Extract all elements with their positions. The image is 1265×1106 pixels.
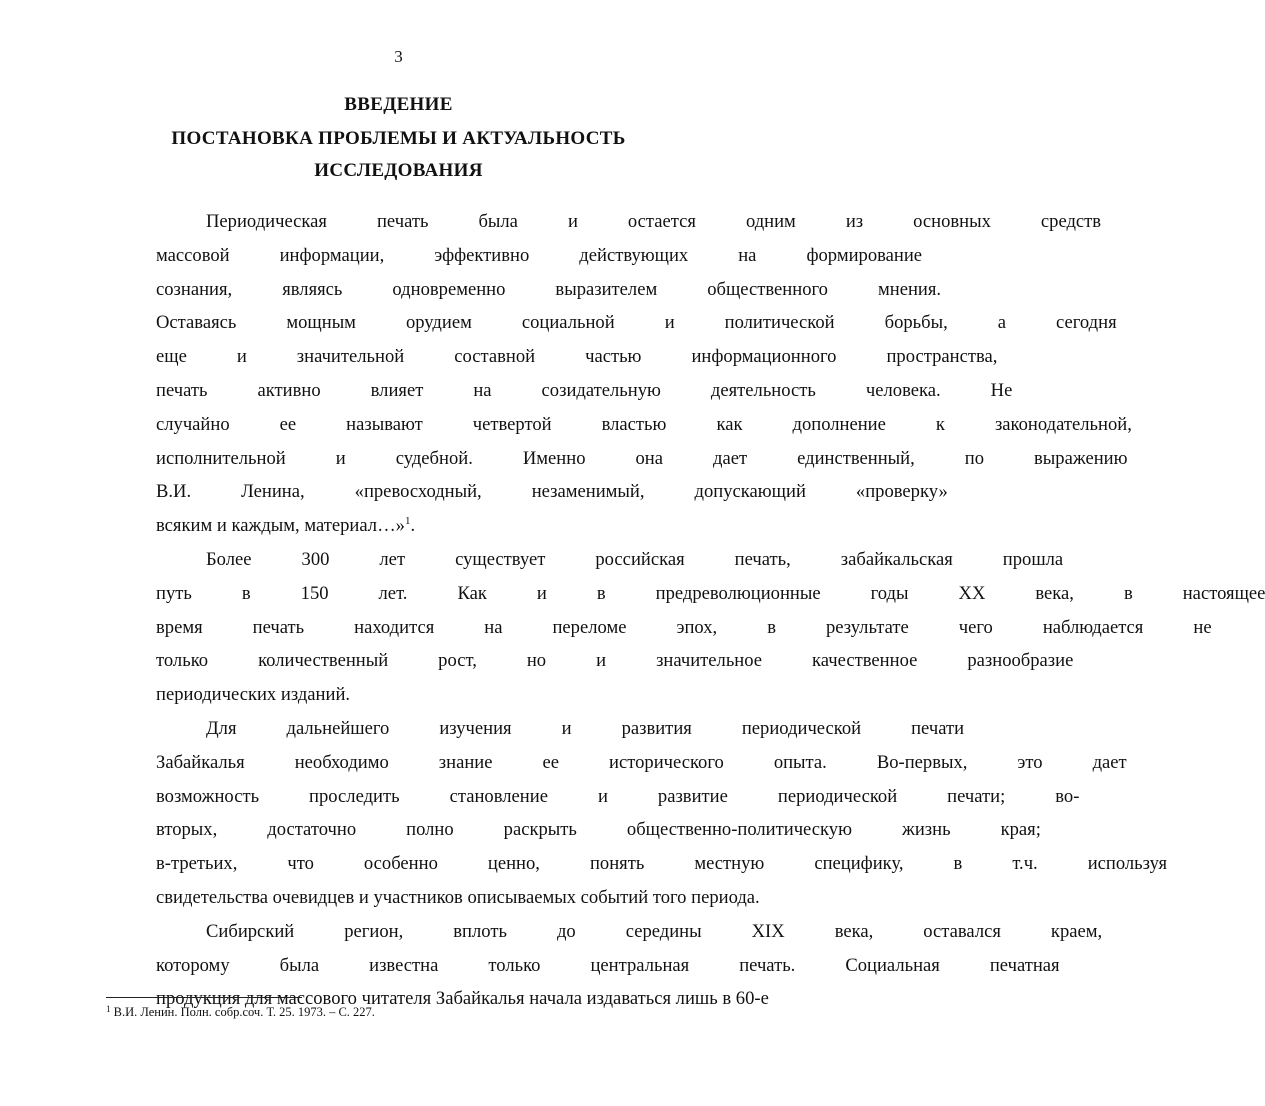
paragraph [106,712,1168,915]
text-line: В.И. Ленина, «превосходный, незаменимый, допускающий «проверку» [156,481,948,503]
text-line: еще и значительной составной частью информационного пространства, [156,346,998,368]
paragraph [106,205,1132,543]
page-number: 3 [394,47,403,66]
text-line: сознания, являясь одновременно выразителем общественного мнения. [156,278,942,300]
text-line: свидетельства очевидцев и участников описываемых событий того периода. [156,886,760,908]
footnote-reference: 1 [404,515,411,528]
footnote-divider [106,997,302,998]
text-line: возможность проследить становление и развитие периодической печати; во- [156,785,1080,807]
text-line: путь в 150 лет. Как и в предреволюционные годы XX века, в настоящее [156,582,1265,604]
text-line: в-третьих, что особенно ценно, понять местную специфику, в т.ч. используя [156,853,1168,875]
text-line: периодических изданий. [156,684,351,706]
text-line: всяким и каждым, материал…»$^1$. [156,515,416,537]
text-line: только количественный рост, но и значительное качественное разнообразие [156,650,1074,672]
paragraph [106,543,1265,712]
footnote [106,1004,375,1020]
section-subtitle-line-1: ПОСТАНОВКА ПРОБЛЕМЫ И АКТУАЛЬНОСТЬ [171,128,626,149]
text-line: Более 300 лет существует российская печать, забайкальская прошла [206,548,1064,570]
text-line: печать активно влияет на созидательную деятельность человека. Не [156,379,1013,401]
text-line: массовой информации, эффективно действующих на формирование [156,244,923,266]
text-line: Оставаясь мощным орудием социальной и политической борьбы, а сегодня [156,312,1117,334]
text-line: Забайкалья необходимо знание ее исторического опыта. Во-первых, это дает [156,751,1127,773]
section-title: ВВЕДЕНИЕ [344,94,453,115]
text-line: которому была известна только центральная печать. Социальная печатная [156,954,1060,976]
footnote-text: В.И. Ленин. Полн. собр.соч. Т. 25. 1973. – С. 227. [113,1005,375,1019]
text-line: случайно ее называют четвертой властью как дополнение к законодательной, [156,413,1132,435]
text-line: Для дальнейшего изучения и развития периодической печати [206,717,965,739]
body-text [106,205,1265,1016]
text-line: Сибирский регион, вплоть до середины XIX века, оставался краем, [206,920,1103,942]
section-subtitle-line-2: ИССЛЕДОВАНИЯ [314,160,483,181]
text-line: продукция для массового читателя Забайкалья начала издаваться лишь в 60-е [156,988,769,1010]
text-line: время печать находится на переломе эпох, в результате чего наблюдается не [156,616,1212,638]
text-line: исполнительной и судебной. Именно она дает единственный, по выражению [156,447,1128,469]
footnote-number: 1 [106,1004,111,1014]
text-line: Периодическая печать была и остается одним из основных средств [206,211,1102,232]
text-line: вторых, достаточно полно раскрыть общественно-политическую жизнь края; [156,819,1041,841]
paragraph [106,915,1103,1016]
